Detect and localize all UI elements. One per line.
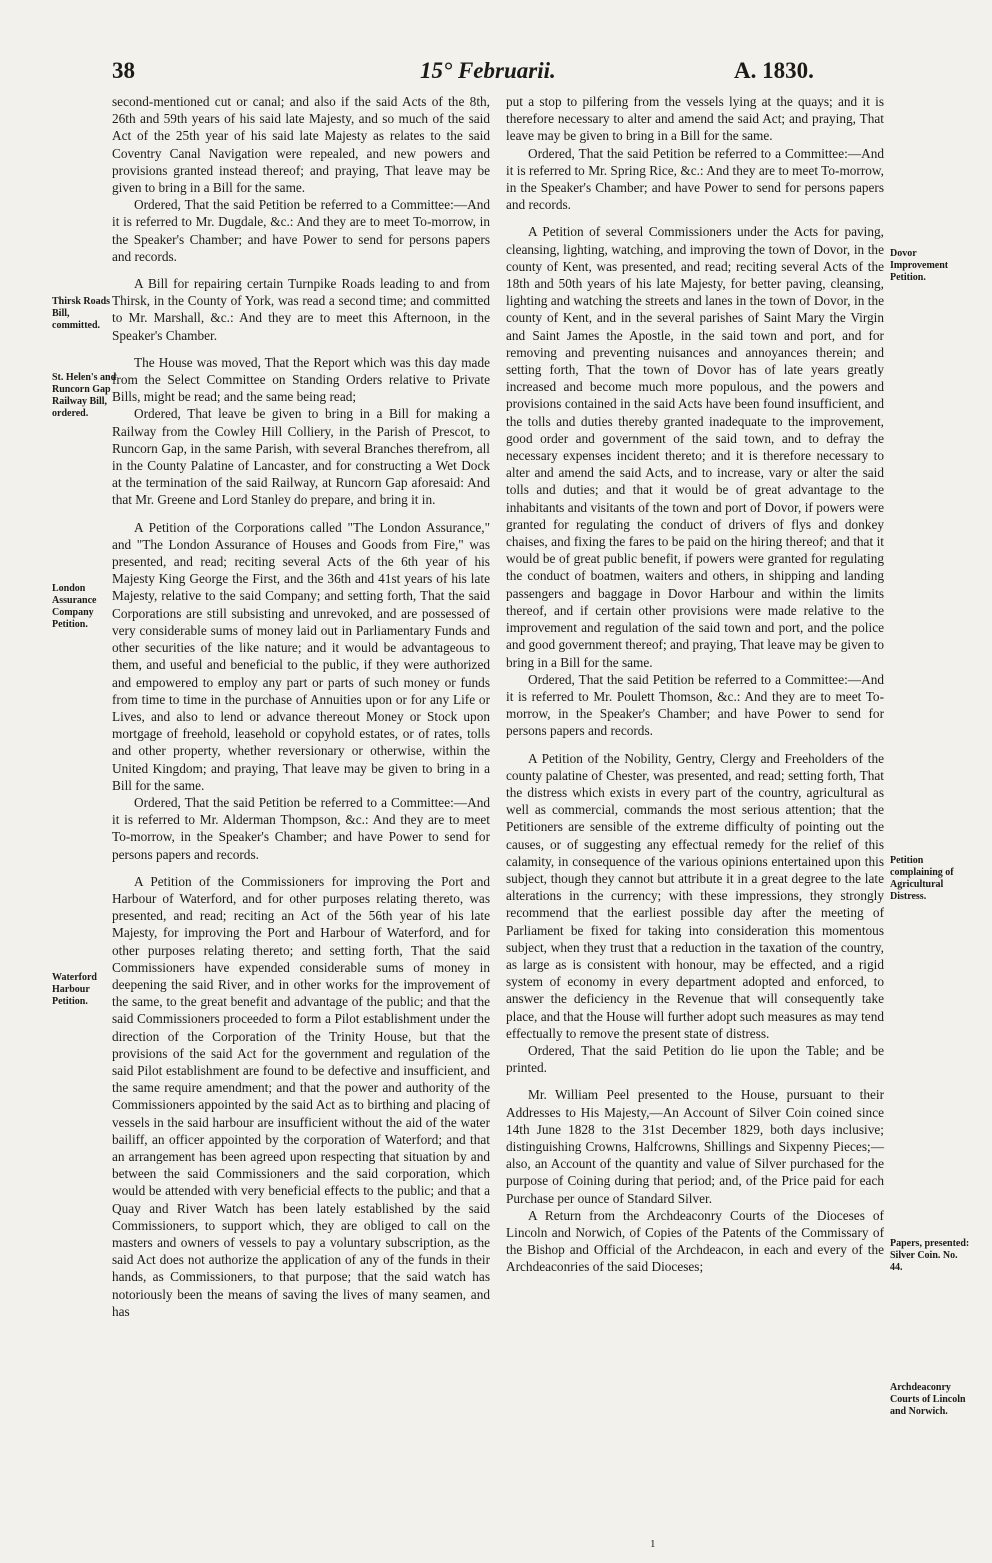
margin-note-archdeaconry: Archdeaconry Courts of Lincoln and Norwich. <box>890 1382 966 1417</box>
margin-note-thirsk: Thirsk Roads Bill, committed. <box>52 296 111 331</box>
right-para-7: Mr. William Peel presented to the House, pursuant to their Addresses to His Majesty,—An Account of Silver Coin coined since 14th June 1828 to the 31st December 1829, both days inclusive; distinguishing Crowns, Halfcrowns, Shillings and Sixpenny Pieces;—also, an Account of the quantity and value of Silver purchased for the purpose of Coining during that period; and, of the Price paid for each Purchase per ounce of Standard Silver. <box>506 1087 884 1206</box>
left-para-4: The House was moved, That the Report which was this day made from the Select Committee on Standing Orders relative to Private Bills, might be read; and the same being read; <box>112 354 490 405</box>
left-para-2: Ordered, That the said Petition be referred to a Committee:—And it is referred to Mr. Dugdale, &c.: And they are to meet To-morrow, in the Speaker's Chamber; and have Power to send for persons papers and records. <box>112 197 490 264</box>
footer-mark: 1 <box>650 1538 656 1550</box>
margin-note-st-helens: St. Helen's and Runcorn Gap Railway Bill, ordered. <box>52 372 117 419</box>
left-para-3: A Bill for repairing certain Turnpike Roads leading to and from Thirsk, in the County of York, was read a second time; and committed to Mr. Marshall, &c.: And they are to meet this Afternoon, in the Speaker's Chamber. <box>112 276 490 343</box>
left-para-5: Ordered, That leave be given to bring in a Bill for making a Railway from the Cowley Hill Colliery, in the Parish of Prescot, to Runcorn Gap, in the same Parish, with several Branches therefrom, all in the County Palatine of Lancaster, and for constructing a Wet Dock at the termination of the said Railway, at Runcorn Gap aforesaid: And that Mr. Greene and Lord Stanley do prepare, and bring it in. <box>112 406 490 508</box>
right-para-6: Ordered, That the said Petition do lie upon the Table; and be printed. <box>506 1042 884 1076</box>
page-year: A. 1830. <box>734 58 814 83</box>
right-para-5: A Petition of the Nobility, Gentry, Clergy and Freeholders of the county palatine of Chester, was presented, and read; setting forth, That the distress which exists in every part of the country, agricultural as well as commercial, commands the most serious attention; that the Petitioners are sensible of the extreme difficulty of pointing out the causes, or of suggesting any effectual remedy for the relief of this calamity, in consequence of the various opinions entertained upon this subject, though they cannot but attribute it in a great degree to the late alterations in the currency; with these impressions, they strongly recommend that the earliest possible day after the meeting of Parliament be fixed for taking into consideration this momentous subject, when they trust that a reduction in the taxation of the country, as large as is consistent with honour, may be effected, and a rigid system of economy in every department adopted and enforced, to answer the deficiency in the Revenue that will consequently take place, and that the House will further adopt such measures as may tend effectually to remove the present state of distress. <box>506 750 884 1041</box>
left-para-1: second-mentioned cut or canal; and also if the said Acts of the 8th, 26th and 59th years of his said late Majesty, and so much of the said Act of the 25th year of his said late Majesty as relates to the said Coventry Canal Navigation were repealed, and new powers and provisions granted instead thereof; and praying, That leave may be given to bring in a Bill for the same. <box>112 94 490 196</box>
margin-note-papers: Papers, presented: Silver Coin. No. 44. <box>890 1238 970 1273</box>
page-date: 15° Februarii. <box>420 58 556 83</box>
left-para-8: A Petition of the Commissioners for improving the Port and Harbour of Waterford, and for other purposes relating thereto, was presented, and read; reciting an Act of the 56th year of his late Majesty, for improving the Port and Harbour of Waterford, and for other purposes relating thereto; and setting forth, That the said Commissioners have expended considerable sums of money in deepening the said River, and in other works for the improvement of the same, to the great benefit and advantage of the public; and that the said Commissioners proceeded to form a Pilot establishment under the direction of the Corporation of the Trinity House, but that the provisions of the said Act for the government and regulation of the said Pilot establishment are found to be defective and insufficient, and the same require amendment; and that the power and authority of the Commissioners appointed by the said Act as to birthing and placing of vessels in the said harbour are insufficient without the aid of the water bailiff, an officer appointed by the corporation of Waterford; and that an arrangement has been agreed upon respecting that situation by and between the said Commissioners and the said corporation, which would be attended with very beneficial effects to the public; and that a Quay and River Watch has been lately established by the said Commissioners, to support which, they are obliged to call on the masters and owners of vessels to pay a voluntary subscription, as the said Act does not authorize the application of any of the funds in their hands, as Commissioners, to that purpose; that the said watch has notoriously been the means of saving the lives of many seamen, and has <box>112 873 490 1319</box>
page-number: 38 <box>112 58 135 83</box>
margin-note-waterford: Waterford Harbour Petition. <box>52 972 97 1007</box>
margin-note-agricultural: Petition complaining of Agricultural Distress. <box>890 855 954 902</box>
right-para-4: Ordered, That the said Petition be referred to a Committee:—And it is referred to Mr. Poulett Thomson, &c.: And they are to meet To-morrow, in the Speaker's Chamber; and have Power to send for persons papers and records. <box>506 671 884 739</box>
margin-note-london-assurance: London Assurance Company Petition. <box>52 583 97 630</box>
left-para-7: Ordered, That the said Petition be referred to a Committee:—And it is referred to Mr. Alderman Thompson, &c.: And they are to meet To-morrow, in the Speaker's Chamber; and have Power to send for persons papers and records. <box>112 794 490 862</box>
right-para-8: A Return from the Archdeaconry Courts of the Dioceses of Lincoln and Norwich, of Copies of the Patents of the Commissary of the Bishop and Official of the Archdeacon, in each and every of the Archdeaconries of the said Dioceses; <box>506 1207 884 1275</box>
right-para-2: Ordered, That the said Petition be referred to a Committee:—And it is referred to Mr. Spring Rice, &c.: And they are to meet To-morrow, in the Speaker's Chamber; and have Power to send for persons papers and records. <box>506 145 884 213</box>
left-para-6: A Petition of the Corporations called "The London Assurance," and "The London Assurance of Houses and Goods from Fire," was presented, and read; reciting several Acts of the 6th year of his Majesty King George the First, and the 36th and 41st years of his late Majesty, relative to the said Company; and setting forth, That the said Corporations are still subsisting and unrevoked, and are possessed of very considerable sums of money laid out in Parliamentary Funds and other securities of the like nature; and it would be advantageous to them, and useful and beneficial to the public, if they were authorized and empowered to employ any part or parts of such money or funds from time to time in the purchase of Annuities upon or for any Life or Lives, and also to lend or advance thereout Money or Stock upon mortgage of freehold, leasehold or copyhold estates, or of rates, tolls and other property, whether reversionary or otherwise, within the United Kingdom; and praying, That leave may be given to bring in a Bill for the same. <box>112 519 490 793</box>
right-column <box>506 93 884 1276</box>
right-para-3: A Petition of several Commissioners under the Acts for paving, cleansing, lighting, watching, and improving the town of Dovor, in the county of Kent, was presented, and read; reciting several Acts of the 18th and 50th years of his late Majesty, for better paving, cleansing, lighting and watching the streets and lanes in the town of Dovor, in the county of Kent, and in the several parishes of Saint Mary the Virgin and Saint James the Apostle, in the said town and port, and for removing and preventing nuisances and annoyances therein; and setting forth, That the town of Dovor has of late years greatly increased and become much more populous, and the powers and provisions contained in the said Acts have been found insufficient, and the tolls and duties thereby granted inadequate to the improvement, good order and government of the said town, and to defray the necessary expenses incident thereto; and it is therefore necessary to alter and amend the said Acts, and to increase, vary or alter the said tolls and duties; and that it would be of great advantage to the inhabitants and visitants of the town and port of Dovor, if powers were granted for regulating the conduct of drivers of flys and donkey chaises, and fixing the fares to be paid on the hiring thereof; and that it would be of great public benefit, if powers were granted for regulating the conduct of boatmen, waiters and others, in shipping and landing passengers and baggage in Dovor Harbour and within the limits thereof, and if certain other provisions were made relative to the improvement and regulation of the said town and port, and the police and good government thereof; and praying, That leave may be given to bring in a Bill for the same. <box>506 224 884 670</box>
margin-note-dovor: Dovor Improvement Petition. <box>890 248 949 283</box>
page-header <box>0 58 992 98</box>
left-column <box>112 93 490 1320</box>
right-para-1: put a stop to pilfering from the vessels lying at the quays; and it is therefore necessary to alter and amend the said Act; and praying, That leave may be given to bring in a Bill for the same. <box>506 94 884 144</box>
